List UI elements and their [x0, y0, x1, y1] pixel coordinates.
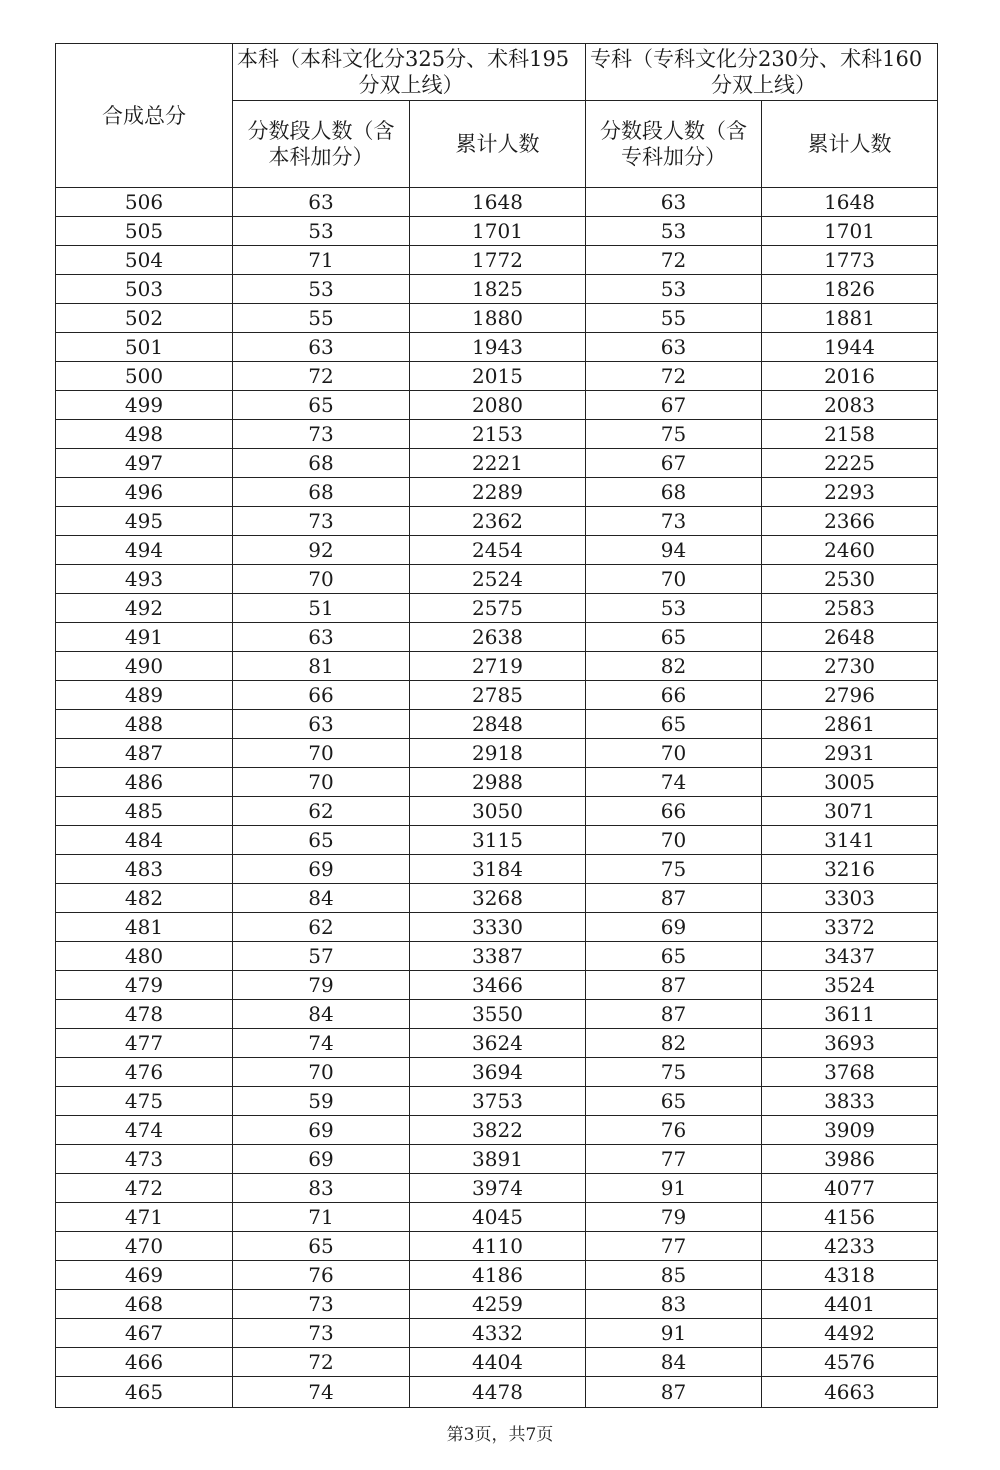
- table-row: [56, 565, 938, 594]
- score-cell: 497: [56, 449, 233, 478]
- college-count-cell: 87: [586, 1000, 762, 1029]
- table-row: [56, 217, 938, 246]
- score-cell: 504: [56, 246, 233, 275]
- college-cumulative-cell: 1648: [762, 188, 938, 217]
- college-cumulative-cell: 2861: [762, 710, 938, 739]
- college-cumulative-cell: 2158: [762, 420, 938, 449]
- college-cumulative-cell: 4233: [762, 1232, 938, 1261]
- table-row: [56, 1377, 938, 1408]
- undergrad-count-cell: 76: [233, 1261, 410, 1290]
- undergrad-count-cell: 59: [233, 1087, 410, 1116]
- undergrad-count-cell: 92: [233, 536, 410, 565]
- table-row: [56, 826, 938, 855]
- table-row: [56, 1319, 938, 1348]
- college-cumulative-cell: 4318: [762, 1261, 938, 1290]
- undergrad-count-cell: 73: [233, 1319, 410, 1348]
- table-row: [56, 362, 938, 391]
- undergrad-cumulative-cell: 1772: [410, 246, 586, 275]
- score-cell: 488: [56, 710, 233, 739]
- college-count-cell: 53: [586, 275, 762, 304]
- undergrad-count-cell: 53: [233, 275, 410, 304]
- undergrad-segment-count-header: [233, 101, 410, 188]
- college-segment-count-header: [586, 101, 762, 188]
- college-count-cell: 70: [586, 565, 762, 594]
- table-row: [56, 1203, 938, 1232]
- college-cumulative-cell: 2583: [762, 594, 938, 623]
- undergrad-cumulative-cell: 4404: [410, 1348, 586, 1377]
- score-cell: 487: [56, 739, 233, 768]
- undergrad-count-cell: 63: [233, 623, 410, 652]
- college-cumulative-cell: 2225: [762, 449, 938, 478]
- college-cumulative-cell: 3216: [762, 855, 938, 884]
- table-row: [56, 594, 938, 623]
- score-cell: 473: [56, 1145, 233, 1174]
- college-count-cell: 65: [586, 1087, 762, 1116]
- college-count-cell: 66: [586, 681, 762, 710]
- table-body: [56, 188, 938, 1408]
- composite-score-header: 合成总分: [56, 44, 233, 188]
- undergrad-count-cell: 63: [233, 333, 410, 362]
- college-count-cell: 77: [586, 1145, 762, 1174]
- undergrad-cumulative-cell: 1880: [410, 304, 586, 333]
- score-distribution-table: [55, 43, 938, 1408]
- undergrad-count-cell: 81: [233, 652, 410, 681]
- score-cell: 490: [56, 652, 233, 681]
- score-cell: 505: [56, 217, 233, 246]
- undergrad-cumulative-header: 累计人数: [410, 101, 586, 188]
- college-cumulative-cell: 2796: [762, 681, 938, 710]
- college-cumulative-cell: 1701: [762, 217, 938, 246]
- college-count-cell: 87: [586, 1377, 762, 1408]
- table-row: [56, 942, 938, 971]
- college-count-cell: 65: [586, 623, 762, 652]
- score-cell: 475: [56, 1087, 233, 1116]
- undergrad-count-cell: 62: [233, 797, 410, 826]
- table-row: [56, 188, 938, 217]
- score-cell: 503: [56, 275, 233, 304]
- score-cell: 492: [56, 594, 233, 623]
- undergrad-count-cell: 68: [233, 449, 410, 478]
- college-count-cell: 69: [586, 913, 762, 942]
- college-count-cell: 82: [586, 652, 762, 681]
- score-cell: 482: [56, 884, 233, 913]
- college-cumulative-cell: 3141: [762, 826, 938, 855]
- undergrad-count-cell: 69: [233, 1116, 410, 1145]
- undergrad-cumulative-cell: 1825: [410, 275, 586, 304]
- page-footer: 第3页，共7页: [446, 1425, 554, 1445]
- college-count-cell: 76: [586, 1116, 762, 1145]
- score-cell: 496: [56, 478, 233, 507]
- college-cumulative-cell: 4663: [762, 1377, 938, 1408]
- undergrad-count-cell: 84: [233, 1000, 410, 1029]
- college-count-cell: 72: [586, 246, 762, 275]
- college-cumulative-cell: 2016: [762, 362, 938, 391]
- undergrad-count-cell: 65: [233, 1232, 410, 1261]
- table-row: [56, 623, 938, 652]
- undergrad-title-line2: 分双上线）: [358, 73, 464, 97]
- college-count-cell: 85: [586, 1261, 762, 1290]
- table-row: [56, 971, 938, 1000]
- undergrad-count-cell: 65: [233, 391, 410, 420]
- score-cell: 476: [56, 1058, 233, 1087]
- table-row: [56, 275, 938, 304]
- college-cumulative-cell: 3833: [762, 1087, 938, 1116]
- table-row: [56, 797, 938, 826]
- score-cell: 479: [56, 971, 233, 1000]
- table-row: [56, 536, 938, 565]
- undergrad-cumulative-cell: 3330: [410, 913, 586, 942]
- table-row: [56, 333, 938, 362]
- table-row: [56, 1000, 938, 1029]
- table-row: [56, 884, 938, 913]
- college-count-cell: 70: [586, 826, 762, 855]
- undergrad-count-cell: 69: [233, 855, 410, 884]
- college-cumulative-cell: 3005: [762, 768, 938, 797]
- table-row: [56, 1232, 938, 1261]
- table-row: [56, 1087, 938, 1116]
- undergrad-count-cell: 66: [233, 681, 410, 710]
- college-cumulative-cell: 4492: [762, 1319, 938, 1348]
- college-count-cell: 94: [586, 536, 762, 565]
- college-cumulative-cell: 3768: [762, 1058, 938, 1087]
- table-row: [56, 1348, 938, 1377]
- score-cell: 483: [56, 855, 233, 884]
- college-count-cell: 63: [586, 333, 762, 362]
- college-cumulative-header: 累计人数: [762, 101, 938, 188]
- score-cell: 478: [56, 1000, 233, 1029]
- college-cumulative-cell: 1881: [762, 304, 938, 333]
- undergrad-count-cell: 74: [233, 1029, 410, 1058]
- score-cell: 472: [56, 1174, 233, 1203]
- score-cell: 484: [56, 826, 233, 855]
- college-count-cell: 84: [586, 1348, 762, 1377]
- undergrad-cumulative-cell: 4332: [410, 1319, 586, 1348]
- undergrad-cumulative-cell: 3974: [410, 1174, 586, 1203]
- college-group-header: [586, 44, 938, 101]
- college-cumulative-cell: 2530: [762, 565, 938, 594]
- college-cumulative-cell: 2366: [762, 507, 938, 536]
- table-row: [56, 1261, 938, 1290]
- undergrad-count-cell: 84: [233, 884, 410, 913]
- score-cell: 468: [56, 1290, 233, 1319]
- score-cell: 498: [56, 420, 233, 449]
- undergrad-count-cell: 70: [233, 739, 410, 768]
- undergrad-cumulative-cell: 2785: [410, 681, 586, 710]
- college-count-cell: 67: [586, 449, 762, 478]
- undergrad-cumulative-cell: 2015: [410, 362, 586, 391]
- table-row: [56, 1145, 938, 1174]
- table-row: [56, 855, 938, 884]
- college-count-cell: 68: [586, 478, 762, 507]
- college-cumulative-cell: 2460: [762, 536, 938, 565]
- score-cell: 480: [56, 942, 233, 971]
- college-cumulative-cell: 2931: [762, 739, 938, 768]
- college-cumulative-cell: 3524: [762, 971, 938, 1000]
- undergrad-cumulative-cell: 2153: [410, 420, 586, 449]
- table-row: [56, 1058, 938, 1087]
- table-row: [56, 507, 938, 536]
- score-cell: 474: [56, 1116, 233, 1145]
- undergrad-count-cell: 70: [233, 565, 410, 594]
- undergrad-cumulative-cell: 4110: [410, 1232, 586, 1261]
- score-cell: 477: [56, 1029, 233, 1058]
- table-row: [56, 304, 938, 333]
- undergrad-cumulative-cell: 4259: [410, 1290, 586, 1319]
- score-cell: 467: [56, 1319, 233, 1348]
- undergrad-cumulative-cell: 2454: [410, 536, 586, 565]
- undergrad-count-cell: 69: [233, 1145, 410, 1174]
- undergrad-cumulative-cell: 1943: [410, 333, 586, 362]
- college-count-cell: 75: [586, 1058, 762, 1087]
- undergrad-cumulative-cell: 2524: [410, 565, 586, 594]
- score-cell: 466: [56, 1348, 233, 1377]
- undergrad-count-cell: 73: [233, 1290, 410, 1319]
- undergrad-cumulative-cell: 2719: [410, 652, 586, 681]
- undergrad-cumulative-cell: 3550: [410, 1000, 586, 1029]
- college-count-cell: 55: [586, 304, 762, 333]
- college-count-cell: 79: [586, 1203, 762, 1232]
- score-cell: 501: [56, 333, 233, 362]
- undergrad-count-cell: 72: [233, 1348, 410, 1377]
- undergrad-cumulative-cell: 3694: [410, 1058, 586, 1087]
- undergrad-count-cell: 74: [233, 1377, 410, 1408]
- college-cumulative-cell: 2648: [762, 623, 938, 652]
- college-seg-line2: 专科加分）: [621, 145, 727, 169]
- undergrad-count-cell: 71: [233, 1203, 410, 1232]
- undergrad-cumulative-cell: 2638: [410, 623, 586, 652]
- table-row: [56, 478, 938, 507]
- score-cell: 470: [56, 1232, 233, 1261]
- score-cell: 465: [56, 1377, 233, 1408]
- table-row: [56, 739, 938, 768]
- undergrad-count-cell: 55: [233, 304, 410, 333]
- college-title-line2: 分双上线）: [711, 73, 817, 97]
- undergrad-cumulative-cell: 2988: [410, 768, 586, 797]
- college-count-cell: 70: [586, 739, 762, 768]
- college-cumulative-cell: 3372: [762, 913, 938, 942]
- college-count-cell: 87: [586, 971, 762, 1000]
- undergrad-count-cell: 83: [233, 1174, 410, 1203]
- college-cumulative-cell: 3437: [762, 942, 938, 971]
- college-count-cell: 66: [586, 797, 762, 826]
- college-cumulative-cell: 1826: [762, 275, 938, 304]
- undergrad-cumulative-cell: 3184: [410, 855, 586, 884]
- undergrad-cumulative-cell: 3822: [410, 1116, 586, 1145]
- college-count-cell: 53: [586, 594, 762, 623]
- undergrad-count-cell: 79: [233, 971, 410, 1000]
- undergrad-cumulative-cell: 3115: [410, 826, 586, 855]
- undergrad-cumulative-cell: 2575: [410, 594, 586, 623]
- undergrad-count-cell: 57: [233, 942, 410, 971]
- college-count-cell: 83: [586, 1290, 762, 1319]
- score-cell: 471: [56, 1203, 233, 1232]
- table-row: [56, 652, 938, 681]
- score-cell: 491: [56, 623, 233, 652]
- college-cumulative-cell: 2293: [762, 478, 938, 507]
- undergrad-cumulative-cell: 4045: [410, 1203, 586, 1232]
- college-seg-line1: 分数段人数（含: [600, 119, 748, 143]
- undergrad-count-cell: 63: [233, 710, 410, 739]
- undergrad-title-line1: 本科（本科文化分325分、术科195: [237, 47, 570, 71]
- undergrad-cumulative-cell: 3891: [410, 1145, 586, 1174]
- college-cumulative-cell: 3611: [762, 1000, 938, 1029]
- college-cumulative-cell: 2730: [762, 652, 938, 681]
- college-cumulative-cell: 4156: [762, 1203, 938, 1232]
- undergrad-count-cell: 63: [233, 188, 410, 217]
- table-row: [56, 420, 938, 449]
- undergrad-cumulative-cell: 2848: [410, 710, 586, 739]
- score-cell: 499: [56, 391, 233, 420]
- undergrad-count-cell: 71: [233, 246, 410, 275]
- undergrad-count-cell: 53: [233, 217, 410, 246]
- college-cumulative-cell: 1944: [762, 333, 938, 362]
- college-count-cell: 91: [586, 1174, 762, 1203]
- score-cell: 485: [56, 797, 233, 826]
- undergrad-count-cell: 73: [233, 507, 410, 536]
- undergrad-count-cell: 62: [233, 913, 410, 942]
- table-row: [56, 768, 938, 797]
- college-count-cell: 73: [586, 507, 762, 536]
- undergrad-count-cell: 70: [233, 1058, 410, 1087]
- score-cell: 495: [56, 507, 233, 536]
- college-cumulative-cell: 3986: [762, 1145, 938, 1174]
- undergrad-cumulative-cell: 2221: [410, 449, 586, 478]
- table-row: [56, 913, 938, 942]
- college-count-cell: 82: [586, 1029, 762, 1058]
- undergrad-count-cell: 70: [233, 768, 410, 797]
- college-cumulative-cell: 4077: [762, 1174, 938, 1203]
- college-count-cell: 74: [586, 768, 762, 797]
- score-cell: 506: [56, 188, 233, 217]
- college-count-cell: 75: [586, 420, 762, 449]
- college-count-cell: 65: [586, 710, 762, 739]
- table-row: [56, 1116, 938, 1145]
- college-count-cell: 67: [586, 391, 762, 420]
- score-cell: 486: [56, 768, 233, 797]
- college-count-cell: 75: [586, 855, 762, 884]
- score-cell: 481: [56, 913, 233, 942]
- undergrad-group-header: [233, 44, 586, 101]
- college-cumulative-cell: 4576: [762, 1348, 938, 1377]
- college-count-cell: 53: [586, 217, 762, 246]
- undergrad-count-cell: 51: [233, 594, 410, 623]
- college-cumulative-cell: 1773: [762, 246, 938, 275]
- undergrad-seg-line2: 本科加分）: [268, 145, 374, 169]
- college-count-cell: 91: [586, 1319, 762, 1348]
- undergrad-cumulative-cell: 1701: [410, 217, 586, 246]
- undergrad-seg-line1: 分数段人数（含: [247, 119, 395, 143]
- undergrad-cumulative-cell: 3624: [410, 1029, 586, 1058]
- undergrad-count-cell: 68: [233, 478, 410, 507]
- college-cumulative-cell: 3071: [762, 797, 938, 826]
- college-count-cell: 63: [586, 188, 762, 217]
- score-cell: 494: [56, 536, 233, 565]
- college-count-cell: 77: [586, 1232, 762, 1261]
- undergrad-cumulative-cell: 3387: [410, 942, 586, 971]
- college-count-cell: 65: [586, 942, 762, 971]
- college-cumulative-cell: 3303: [762, 884, 938, 913]
- table-row: [56, 710, 938, 739]
- college-count-cell: 87: [586, 884, 762, 913]
- college-count-cell: 72: [586, 362, 762, 391]
- undergrad-cumulative-cell: 3050: [410, 797, 586, 826]
- undergrad-count-cell: 72: [233, 362, 410, 391]
- score-cell: 500: [56, 362, 233, 391]
- undergrad-count-cell: 73: [233, 420, 410, 449]
- score-cell: 489: [56, 681, 233, 710]
- undergrad-cumulative-cell: 3466: [410, 971, 586, 1000]
- table-row: [56, 1174, 938, 1203]
- undergrad-cumulative-cell: 4478: [410, 1377, 586, 1408]
- undergrad-cumulative-cell: 2289: [410, 478, 586, 507]
- table-row: [56, 1290, 938, 1319]
- table-row: [56, 391, 938, 420]
- college-cumulative-cell: 3909: [762, 1116, 938, 1145]
- score-cell: 502: [56, 304, 233, 333]
- college-cumulative-cell: 4401: [762, 1290, 938, 1319]
- undergrad-cumulative-cell: 3268: [410, 884, 586, 913]
- undergrad-cumulative-cell: 1648: [410, 188, 586, 217]
- undergrad-cumulative-cell: 4186: [410, 1261, 586, 1290]
- score-cell: 493: [56, 565, 233, 594]
- table-row: [56, 681, 938, 710]
- undergrad-cumulative-cell: 2362: [410, 507, 586, 536]
- undergrad-count-cell: 65: [233, 826, 410, 855]
- score-cell: 469: [56, 1261, 233, 1290]
- undergrad-cumulative-cell: 2080: [410, 391, 586, 420]
- undergrad-cumulative-cell: 2918: [410, 739, 586, 768]
- undergrad-cumulative-cell: 3753: [410, 1087, 586, 1116]
- table-row: [56, 449, 938, 478]
- table-row: [56, 246, 938, 275]
- college-cumulative-cell: 2083: [762, 391, 938, 420]
- table-row: [56, 1029, 938, 1058]
- college-title-line1: 专科（专科文化分230分、术科160: [590, 47, 923, 71]
- college-cumulative-cell: 3693: [762, 1029, 938, 1058]
